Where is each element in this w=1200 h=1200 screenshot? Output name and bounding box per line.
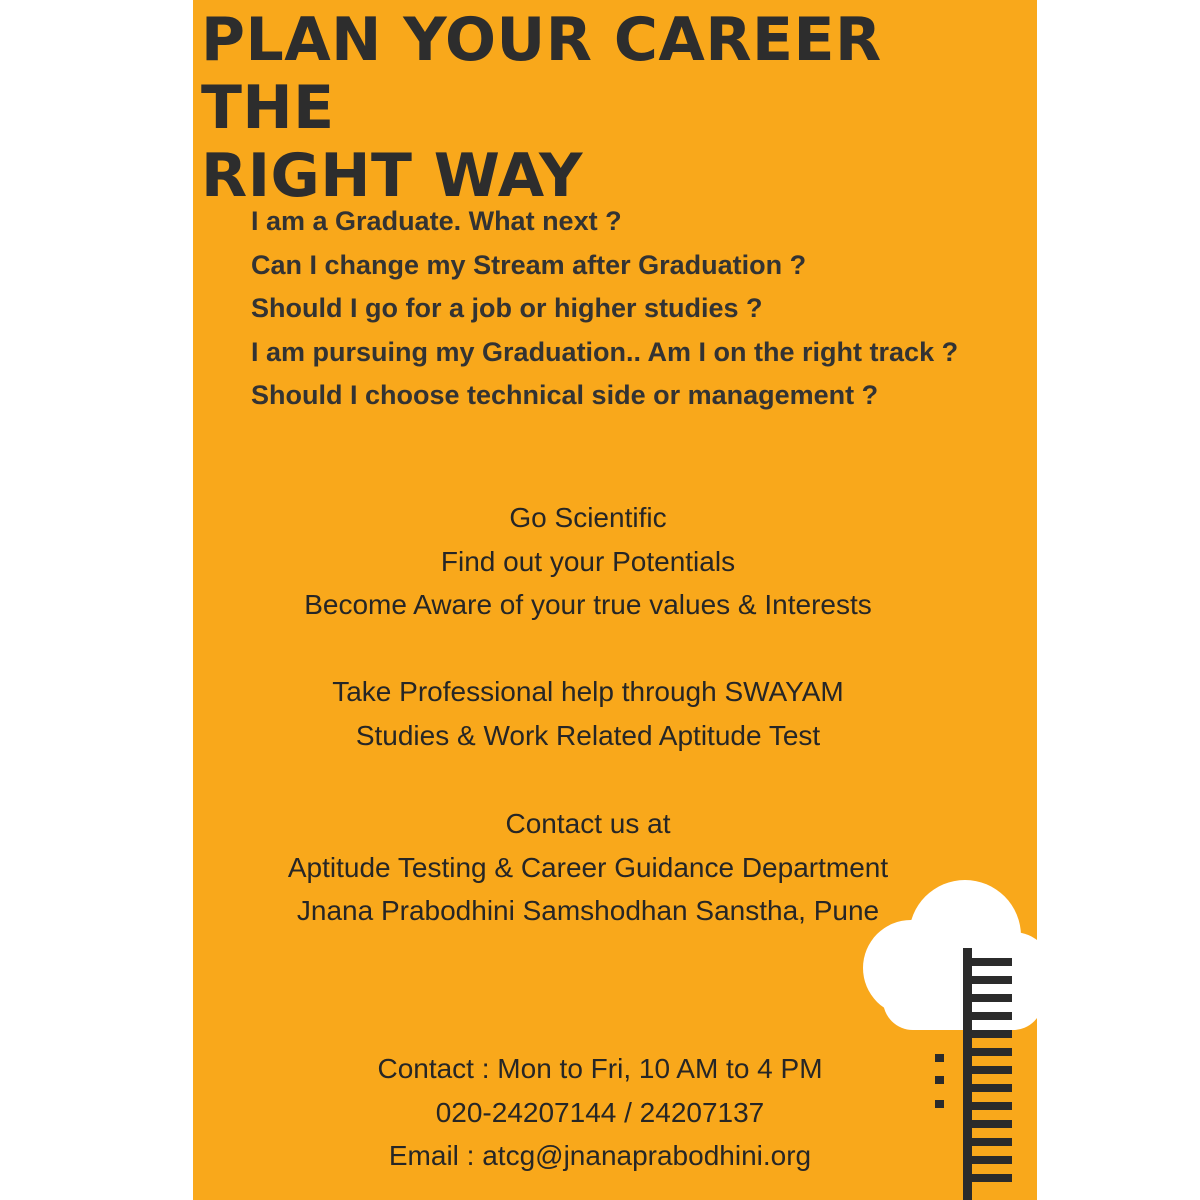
- contact-phone: 020-24207144 / 24207137: [435, 1096, 765, 1128]
- question-item: I am a Graduate. What next ?: [251, 206, 622, 236]
- question-item: Can I change my Stream after Graduation ?: [251, 249, 807, 280]
- tagline-block: [193, 496, 983, 627]
- question-item: Should I choose technical side or management ?: [251, 380, 879, 410]
- tagline-line: Become Aware of your true values & Interests: [304, 589, 872, 620]
- offer-line: Studies & Work Related Aptitude Test: [355, 719, 821, 751]
- question-item: Should I go for a job or higher studies ?: [251, 293, 763, 323]
- contact-hours: Contact : Mon to Fri, 10 AM to 4 PM: [377, 1053, 823, 1084]
- offer-block: [193, 670, 983, 757]
- question-list: [251, 200, 1031, 418]
- institution-name: Jnana Prabodhini Samshodhan Sanstha, Pune: [296, 895, 880, 926]
- tagline-line: Find out your Potentials: [440, 545, 736, 577]
- contact-heading: Contact us at: [505, 808, 671, 839]
- offer-line: Take Professional help through SWAYAM: [332, 676, 844, 707]
- career-poster: [193, 0, 1037, 1200]
- question-item: I am pursuing my Graduation.. Am I on the right track ?: [251, 336, 959, 367]
- tagline-line: Go Scientific: [509, 502, 667, 533]
- department-name: Aptitude Testing & Career Guidance Department: [287, 851, 889, 883]
- contact-email: Email : atcg@jnanaprabodhini.org: [388, 1140, 812, 1171]
- title-line-1: PLAN YOUR CAREER THE: [201, 5, 882, 143]
- contact-block: [193, 1047, 1007, 1178]
- poster-title: [201, 6, 1031, 210]
- title-line-2: RIGHT WAY: [201, 141, 583, 211]
